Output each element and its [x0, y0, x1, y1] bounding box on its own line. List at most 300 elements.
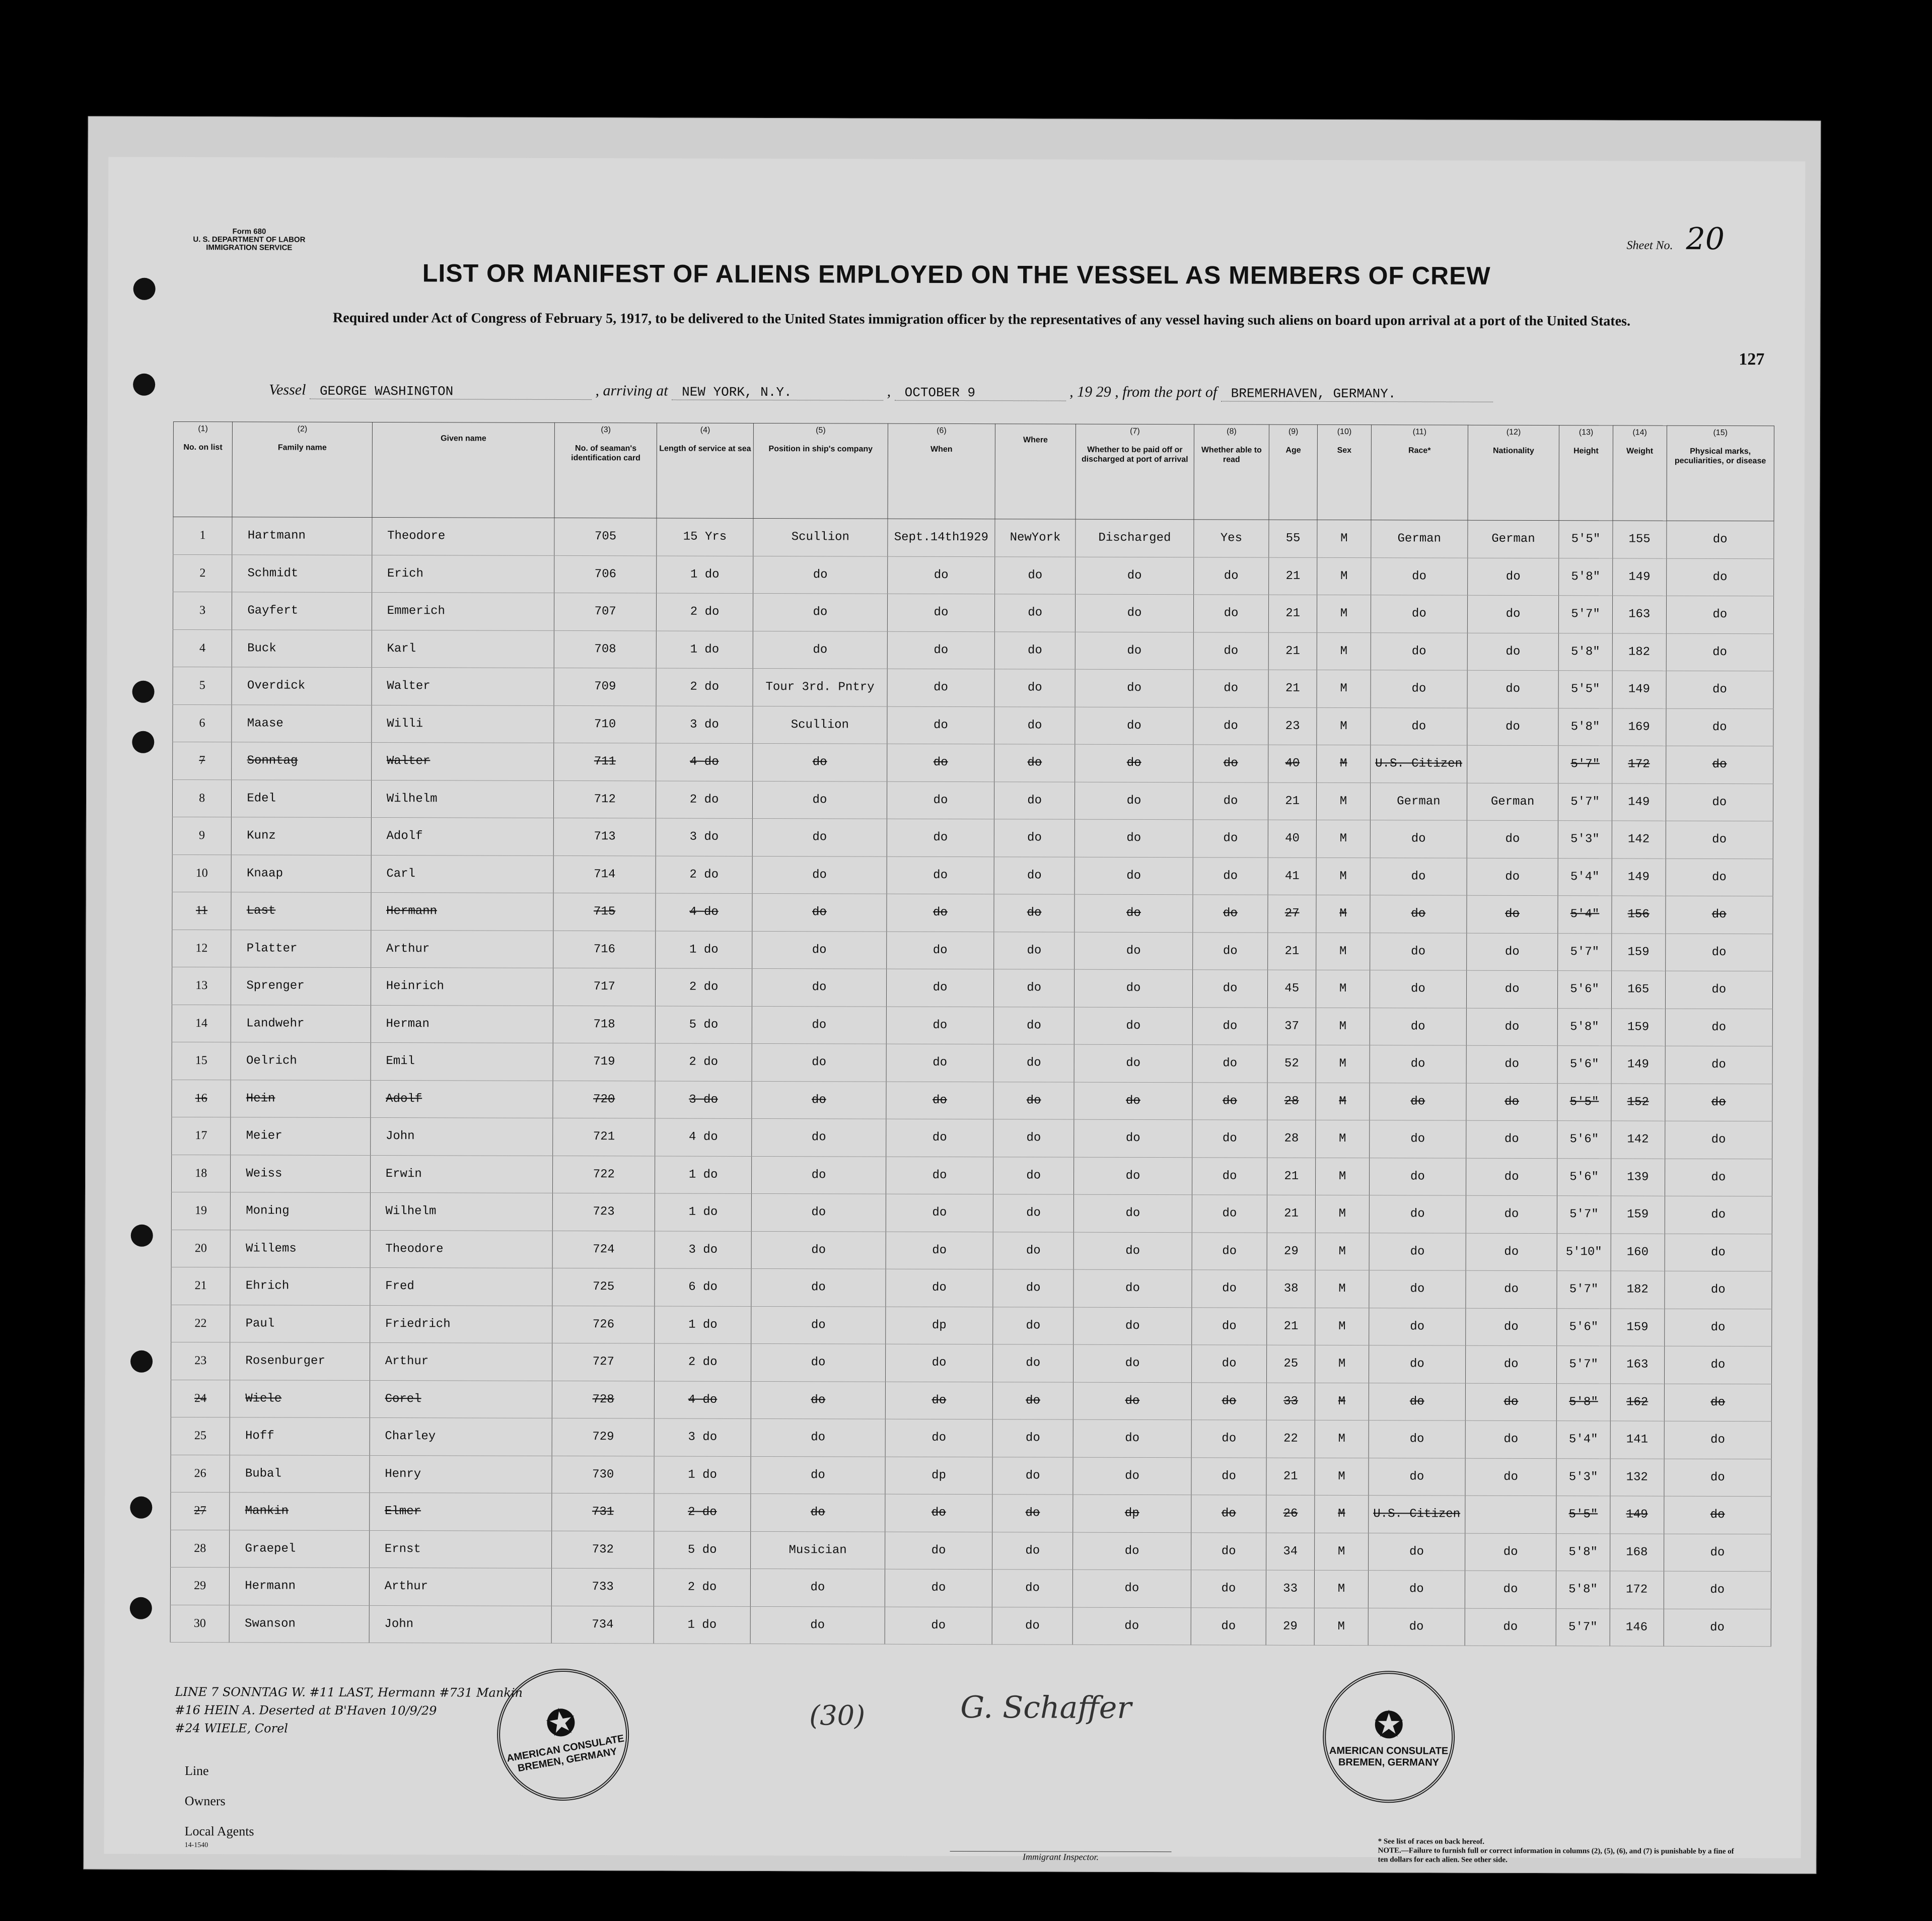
table-cell: 5'7": [1558, 783, 1612, 821]
owners-label: Owners: [184, 1794, 226, 1809]
vessel-name: GEORGE WASHINGTON: [310, 384, 592, 400]
form-code: 14-1540: [184, 1841, 208, 1849]
crew-row: [173, 517, 1774, 558]
table-cell: do: [992, 1532, 1073, 1570]
vessel-line: Vessel GEORGE WASHINGTON , arriving at NEW YORK, N.Y. , OCTOBER 9 , 19 29 , from the port of BREMERHAVEN, GERMANY.: [269, 381, 1493, 402]
table-cell: do: [1075, 969, 1193, 1007]
table-cell: M: [1317, 745, 1371, 782]
year-prefix: 19: [1077, 383, 1093, 400]
table-cell: do: [1074, 1269, 1192, 1307]
table-cell: do: [752, 818, 887, 856]
table-cell: do: [995, 594, 1076, 632]
table-cell: do: [753, 556, 888, 594]
table-cell: 713: [554, 818, 656, 856]
table-cell: 14: [172, 1005, 231, 1042]
table-cell: 155: [1613, 521, 1667, 558]
table-cell: 5'6": [1557, 1158, 1611, 1196]
crew-row: [171, 1455, 1771, 1497]
table-cell: 142: [1612, 821, 1666, 859]
table-cell: do: [1665, 1196, 1772, 1234]
table-cell: 1: [173, 517, 233, 554]
table-cell: 15 Yrs: [657, 518, 753, 556]
table-cell: Edel: [232, 779, 372, 817]
table-cell: M: [1314, 1608, 1368, 1646]
table-cell: do: [886, 1232, 993, 1269]
table-cell: 5'3": [1558, 821, 1612, 859]
table-cell: 162: [1610, 1383, 1664, 1421]
table-cell: do: [1666, 633, 1774, 671]
table-cell: 3 do: [655, 1231, 751, 1268]
note-line: #16 HEIN A. Deserted at B'Haven 10/9/29: [175, 1702, 437, 1718]
table-cell: 22: [171, 1305, 231, 1342]
table-cell: M: [1316, 1008, 1370, 1045]
table-cell: do: [1665, 1046, 1773, 1084]
table-cell: M: [1317, 520, 1371, 557]
table-cell: do: [1664, 1346, 1772, 1384]
footer-note: NOTE.—Failure to furnish full or correct information in columns (2), (5), (6), and (7) is punishable by a fine of ten dollars for each alien. See other side.: [1378, 1846, 1734, 1864]
table-cell: do: [1467, 933, 1558, 971]
table-cell: 5'4": [1558, 858, 1612, 896]
table-cell: do: [1074, 1194, 1192, 1232]
table-cell: do: [1664, 1609, 1771, 1647]
table-cell: Scullion: [753, 518, 888, 556]
table-cell: do: [992, 1382, 1073, 1419]
table-cell: do: [1466, 1008, 1558, 1046]
table-cell: 27: [1268, 895, 1316, 933]
table-cell: do: [1665, 1159, 1772, 1196]
table-cell: do: [994, 706, 1075, 744]
table-cell: 2 do: [656, 968, 752, 1006]
crew-row: [172, 1080, 1772, 1121]
crew-row: [171, 1192, 1772, 1234]
table-cell: do: [1074, 1232, 1192, 1270]
punch-hole: [130, 1350, 153, 1373]
table-cell: 28: [1267, 1120, 1316, 1158]
table-cell: do: [1369, 1458, 1465, 1496]
table-cell: Carl: [371, 855, 554, 893]
table-cell: 6: [173, 704, 232, 742]
table-cell: 718: [553, 1006, 656, 1043]
table-cell: M: [1316, 1120, 1370, 1158]
table-cell: do: [1467, 595, 1559, 633]
table-cell: do: [1664, 1271, 1772, 1309]
table-cell: do: [1076, 557, 1194, 595]
table-cell: 21: [1268, 670, 1317, 707]
table-cell: do: [1193, 595, 1269, 632]
table-cell: 21: [1267, 1195, 1315, 1233]
table-cell: 705: [554, 518, 657, 555]
crew-row: [171, 1530, 1771, 1572]
table-cell: do: [1369, 1345, 1465, 1383]
table-cell: 11: [172, 892, 232, 930]
table-cell: Friedrich: [370, 1305, 552, 1343]
table-cell: do: [751, 1193, 886, 1231]
table-cell: 45: [1268, 970, 1316, 1008]
table-cell: German: [1370, 782, 1467, 820]
table-cell: do: [1371, 632, 1467, 670]
table-cell: do: [887, 631, 995, 669]
table-cell: Sprenger: [231, 967, 371, 1005]
table-cell: 2 do: [654, 1569, 750, 1606]
table-cell: Weiss: [231, 1155, 371, 1192]
table-cell: do: [1370, 933, 1466, 970]
table-cell: John: [370, 1117, 553, 1155]
table-cell: do: [887, 819, 994, 857]
handwritten-notes: [175, 1683, 523, 1738]
table-cell: do: [752, 1006, 886, 1044]
table-cell: do: [1666, 784, 1773, 821]
punch-hole: [130, 1497, 152, 1519]
table-cell: 5'6": [1557, 1121, 1611, 1159]
table-cell: do: [1664, 1309, 1772, 1346]
crew-row: [171, 1417, 1771, 1459]
table-cell: 2 do: [656, 856, 752, 893]
crew-row: [171, 1380, 1771, 1421]
column-header: (15) Physical marks, peculiarities, or disease: [1667, 425, 1774, 521]
table-body: [170, 517, 1774, 1646]
table-cell: 168: [1610, 1533, 1664, 1571]
table-cell: German: [1468, 520, 1559, 558]
note-line: #24 WIELE, Corel: [175, 1721, 289, 1736]
crew-row: [172, 930, 1773, 971]
table-cell: do: [994, 932, 1075, 969]
departure-port: BREMERHAVEN, GERMANY.: [1221, 386, 1493, 402]
table-cell: do: [1465, 1345, 1557, 1383]
table-cell: 33: [1266, 1570, 1315, 1608]
table-cell: do: [1073, 1457, 1191, 1495]
table-cell: do: [993, 1269, 1074, 1307]
table-cell: M: [1316, 1083, 1370, 1120]
table-cell: do: [1192, 1045, 1268, 1083]
table-cell: do: [1666, 558, 1774, 596]
table-cell: 1 do: [656, 630, 753, 668]
table-cell: 5: [173, 667, 232, 704]
table-cell: 38: [1267, 1270, 1315, 1308]
table-cell: do: [994, 857, 1075, 894]
punch-hole: [133, 374, 155, 396]
table-cell: Sept.14th1929: [888, 519, 995, 556]
table-cell: 714: [553, 856, 656, 893]
table-cell: do: [1664, 1421, 1772, 1459]
table-cell: 25: [171, 1417, 230, 1455]
table-cell: 146: [1610, 1608, 1664, 1646]
table-cell: do: [992, 1419, 1073, 1457]
crew-row: [173, 742, 1773, 784]
table-cell: 5'8": [1558, 708, 1612, 746]
table-cell: do: [1075, 932, 1193, 970]
table-cell: do: [752, 1081, 886, 1119]
table-cell: Theodore: [372, 517, 554, 555]
table-cell: 141: [1610, 1421, 1664, 1459]
column-header: (4) Length of service at sea: [657, 423, 754, 519]
table-cell: M: [1315, 1420, 1369, 1458]
table-cell: do: [885, 1382, 993, 1419]
table-cell: 149: [1612, 783, 1666, 821]
table-cell: 40: [1268, 745, 1317, 782]
crew-row: [172, 967, 1772, 1009]
table-cell: do: [1193, 895, 1268, 933]
table-cell: do: [1192, 1007, 1268, 1045]
table-cell: M: [1316, 933, 1370, 970]
table-cell: do: [1074, 1044, 1192, 1082]
table-cell: Kunz: [232, 817, 372, 855]
table-cell: 4: [173, 629, 232, 667]
table-cell: do: [994, 781, 1075, 819]
table-cell: do: [1665, 1234, 1772, 1271]
table-cell: 4 do: [655, 1118, 752, 1156]
table-cell: 21: [1268, 632, 1317, 670]
table-cell: 5'7": [1559, 596, 1613, 633]
table-cell: do: [1465, 1571, 1556, 1608]
table-cell: 1 do: [656, 931, 752, 968]
table-cell: Hein: [231, 1080, 371, 1117]
table-cell: 721: [553, 1118, 655, 1156]
table-cell: do: [1370, 1045, 1466, 1083]
table-cell: do: [1371, 670, 1467, 708]
table-cell: 21: [1269, 595, 1317, 632]
table-cell: do: [1465, 1608, 1556, 1646]
table-cell: 5'7": [1558, 746, 1612, 784]
table-cell: do: [1467, 708, 1559, 746]
table-cell: 3 do: [654, 1418, 751, 1456]
table-cell: do: [1073, 1532, 1191, 1570]
table-cell: 163: [1610, 1346, 1664, 1384]
table-cell: Scullion: [753, 706, 887, 744]
table-cell: 5'6": [1557, 1046, 1611, 1084]
table-cell: M: [1315, 1345, 1369, 1383]
crew-row: [171, 1342, 1771, 1384]
table-cell: 182: [1612, 633, 1666, 671]
crew-row: [173, 592, 1773, 633]
table-cell: 149: [1612, 558, 1666, 596]
table-cell: Tour 3rd. Pntry: [753, 668, 887, 706]
sheet-number-label: Sheet No.: [1626, 239, 1673, 252]
form-identifier: [184, 228, 315, 252]
table-cell: Erich: [372, 555, 554, 593]
table-cell: 16: [172, 1080, 231, 1117]
punch-hole: [130, 1597, 152, 1619]
table-cell: 4 do: [656, 743, 753, 781]
crew-row: [172, 1117, 1772, 1159]
table-cell: do: [1466, 1195, 1557, 1233]
table-cell: do: [887, 706, 995, 744]
table-cell: do: [1191, 1532, 1266, 1570]
table-cell: do: [1192, 1120, 1268, 1158]
crew-row: [173, 554, 1774, 596]
table-cell: M: [1315, 1570, 1369, 1608]
table-cell: Hartmann: [232, 517, 372, 555]
table-cell: 724: [552, 1231, 655, 1268]
column-header: (2) Family name: [232, 422, 372, 518]
table-cell: do: [751, 1231, 886, 1269]
table-cell: do: [1369, 1195, 1466, 1233]
table-cell: do: [885, 1532, 992, 1570]
table-cell: 3 do: [655, 1081, 752, 1118]
manifest-page: [104, 157, 1806, 1864]
table-cell: 716: [553, 931, 656, 968]
table-cell: do: [1370, 1008, 1466, 1045]
table-cell: do: [1467, 820, 1558, 858]
table-cell: 9: [172, 817, 232, 855]
table-cell: 33: [1266, 1383, 1315, 1420]
table-cell: 5'8": [1556, 1571, 1610, 1609]
table-cell: Meier: [231, 1117, 371, 1155]
table-cell: M: [1317, 707, 1371, 745]
table-cell: 7: [173, 742, 232, 779]
department-name: U. S. DEPARTMENT OF LABOR: [193, 235, 306, 244]
table-cell: do: [1465, 1533, 1556, 1571]
table-cell: 717: [553, 968, 656, 1006]
column-header: (9) Age: [1269, 424, 1317, 520]
table-cell: 23: [1268, 707, 1317, 745]
table-cell: do: [1370, 820, 1467, 858]
table-cell: do: [992, 1457, 1073, 1495]
table-cell: 156: [1612, 896, 1666, 934]
table-cell: 159: [1611, 1008, 1665, 1046]
table-cell: 159: [1611, 1308, 1665, 1346]
table-cell: 723: [553, 1193, 655, 1231]
table-cell: do: [1666, 671, 1774, 708]
table-cell: do: [1369, 1270, 1466, 1308]
column-header: (10) Sex: [1317, 424, 1371, 520]
table-cell: Charley: [370, 1417, 552, 1455]
table-cell: do: [1370, 858, 1467, 895]
table-cell: do: [1191, 1382, 1267, 1420]
table-cell: do: [1191, 1607, 1266, 1645]
table-cell: do: [887, 669, 995, 706]
table-cell: do: [993, 1119, 1074, 1157]
table-cell: M: [1315, 1533, 1369, 1571]
table-cell: 26: [1266, 1495, 1315, 1533]
table-cell: do: [1192, 970, 1268, 1008]
table-cell: do: [1193, 745, 1268, 782]
table-cell: Ernst: [369, 1530, 552, 1568]
table-cell: 5'7": [1557, 1271, 1611, 1309]
column-header: (5) Position in ship's company: [753, 423, 888, 519]
table-cell: do: [1665, 1009, 1773, 1046]
table-cell: Walter: [371, 742, 554, 780]
from-label: , from the port of: [1115, 383, 1218, 401]
table-cell: do: [1191, 1420, 1267, 1458]
table-cell: do: [1073, 1419, 1191, 1457]
table-cell: do: [1075, 707, 1193, 745]
table-cell: 182: [1611, 1271, 1665, 1309]
table-cell: do: [1666, 708, 1773, 746]
table-cell: Swanson: [229, 1605, 369, 1643]
table-cell: 5'8": [1557, 1383, 1611, 1421]
table-cell: 5'7": [1558, 933, 1612, 971]
table-cell: 159: [1611, 1196, 1665, 1234]
table-cell: 1 do: [655, 1193, 751, 1231]
table-cell: do: [753, 781, 887, 819]
table-cell: do: [1466, 1270, 1557, 1308]
total-count: (30): [809, 1699, 866, 1732]
table-cell: Wilhelm: [370, 1192, 553, 1230]
table-cell: do: [753, 593, 888, 631]
table-cell: 15: [172, 1042, 231, 1080]
table-cell: do: [1075, 857, 1193, 895]
table-cell: 2 do: [656, 593, 753, 631]
table-cell: 41: [1268, 858, 1316, 895]
table-cell: do: [1370, 895, 1467, 933]
table-cell: do: [1467, 858, 1558, 896]
table-cell: 52: [1267, 1045, 1316, 1083]
table-cell: do: [886, 1269, 993, 1307]
table-cell: 709: [554, 668, 656, 705]
table-cell: Heinrich: [371, 967, 553, 1005]
table-cell: Schmidt: [232, 554, 372, 592]
column-header: Given name: [372, 422, 555, 518]
table-cell: do: [886, 1007, 994, 1044]
table-cell: do: [887, 857, 994, 894]
table-cell: do: [1192, 1270, 1267, 1308]
table-cell: do: [1664, 1571, 1771, 1609]
table-cell: [1467, 745, 1558, 783]
table-cell: Discharged: [1076, 519, 1194, 557]
table-cell: do: [1664, 1384, 1772, 1421]
table-cell: do: [994, 669, 1075, 707]
table-cell: M: [1317, 557, 1371, 595]
table-cell: do: [1074, 1157, 1192, 1195]
table-cell: do: [993, 1194, 1074, 1232]
table-cell: do: [1467, 558, 1559, 596]
arrival-port: NEW YORK, N.Y.: [672, 385, 883, 401]
table-cell: M: [1316, 970, 1370, 1008]
table-cell: Ehrich: [230, 1267, 370, 1305]
table-cell: M: [1315, 1458, 1369, 1496]
table-cell: M: [1316, 820, 1370, 858]
column-header: Where: [995, 424, 1076, 519]
table-cell: 142: [1611, 1121, 1665, 1159]
table-cell: 2: [173, 554, 233, 592]
table-cell: 731: [552, 1493, 654, 1531]
table-cell: do: [1666, 859, 1773, 896]
table-cell: do: [1466, 1158, 1557, 1196]
table-cell: 727: [552, 1343, 655, 1381]
table-cell: M: [1317, 782, 1371, 820]
table-cell: 5'5": [1559, 521, 1613, 558]
table-cell: M: [1315, 1383, 1369, 1420]
crew-row: [171, 1230, 1772, 1271]
punch-hole: [131, 1225, 153, 1247]
table-cell: do: [1193, 557, 1269, 595]
table-cell: do: [1369, 1383, 1465, 1420]
table-cell: do: [1192, 1307, 1267, 1345]
column-header: (12) Nationality: [1468, 425, 1559, 520]
crew-row: [172, 855, 1773, 896]
table-cell: do: [1371, 557, 1467, 595]
table-cell: 6 do: [655, 1268, 751, 1306]
table-cell: do: [885, 1419, 993, 1457]
table-cell: do: [750, 1606, 885, 1644]
crew-manifest-table: [170, 421, 1774, 1647]
table-cell: 169: [1612, 708, 1666, 746]
crew-row: [170, 1567, 1771, 1609]
table-cell: Henry: [370, 1455, 552, 1493]
table-cell: Mankin: [230, 1492, 370, 1530]
table-cell: 1 do: [657, 555, 753, 593]
table-cell: 5'8": [1556, 1533, 1610, 1571]
table-cell: Arthur: [369, 1568, 552, 1605]
table-cell: do: [752, 1043, 886, 1081]
eagle-icon: ✪: [1374, 1705, 1404, 1745]
table-cell: do: [753, 743, 887, 781]
table-cell: do: [1076, 594, 1194, 632]
table-cell: do: [1073, 1382, 1191, 1420]
table-cell: Sonntag: [232, 742, 372, 780]
table-cell: do: [1193, 707, 1269, 745]
table-cell: M: [1315, 1270, 1369, 1308]
